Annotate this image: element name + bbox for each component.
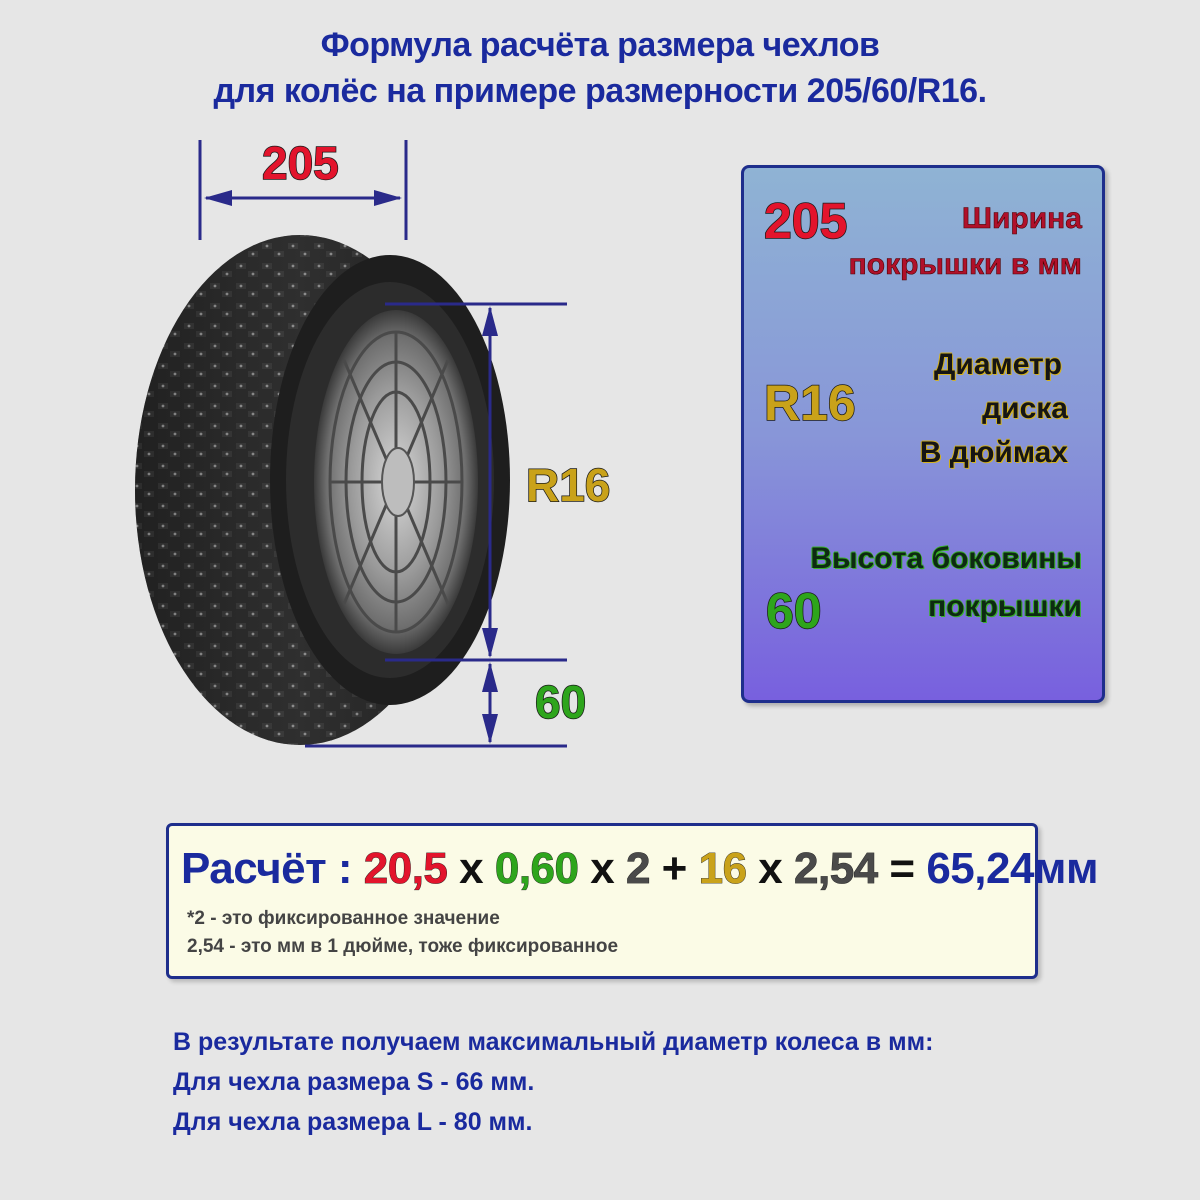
legend-width-desc-2: покрышки в мм <box>848 248 1082 281</box>
legend-width-desc-1: Ширина <box>961 202 1082 235</box>
result-line-3: Для чехла размера L - 80 мм. <box>173 1108 533 1136</box>
legend-panel <box>741 165 1105 703</box>
calc-op-multiply-1: x <box>459 844 484 893</box>
calculation-formula <box>181 844 1098 894</box>
legend-diameter-value: R16 <box>764 375 856 431</box>
tire-width-label: 205 <box>262 137 339 189</box>
result-line-1: В результате получаем максимальный диаметр колеса в мм: <box>173 1028 934 1056</box>
result-line-2: Для чехла размера S - 66 мм. <box>173 1068 535 1096</box>
calc-op-plus: + <box>661 844 687 893</box>
tire-illustration <box>0 0 740 800</box>
legend-diameter-desc-1: Диаметр <box>934 348 1062 381</box>
sidewall-height-label: 60 <box>535 676 587 728</box>
calculation-box <box>166 823 1099 979</box>
calc-note-1: *2 - это фиксированное значение <box>187 908 500 929</box>
calc-term-ratio: 0,60 <box>494 844 579 893</box>
calculation-label: Расчёт : <box>181 844 353 893</box>
legend-sidewall-desc-1: Высота боковины <box>810 542 1082 575</box>
calc-op-multiply-2: x <box>590 844 615 893</box>
calc-term-inch: 2,54 <box>794 844 878 893</box>
wheel-hub <box>382 448 414 516</box>
rim-diameter-label: R16 <box>526 459 611 511</box>
calc-result: 65,24мм <box>926 844 1099 893</box>
legend-sidewall-value: 60 <box>766 583 822 639</box>
calc-op-equals: = <box>889 844 915 893</box>
legend-diameter-desc-2: диска <box>982 392 1068 425</box>
calc-term-width: 20,5 <box>363 844 448 893</box>
legend-sidewall-desc-2: покрышки <box>928 590 1082 623</box>
title-line-2: для колёс на примере размерности 205/60/R16. <box>213 72 987 110</box>
legend-diameter-desc-3: В дюймах <box>919 436 1068 469</box>
title-line-1: Формула расчёта размера чехлов <box>320 26 880 64</box>
calc-term-rim: 16 <box>698 844 747 893</box>
calc-note-2: 2,54 - это мм в 1 дюйме, тоже фиксированное <box>187 936 619 957</box>
legend-width-value: 205 <box>764 193 848 249</box>
calc-op-multiply-3: x <box>758 844 783 893</box>
calc-term-two: 2 <box>625 844 650 893</box>
